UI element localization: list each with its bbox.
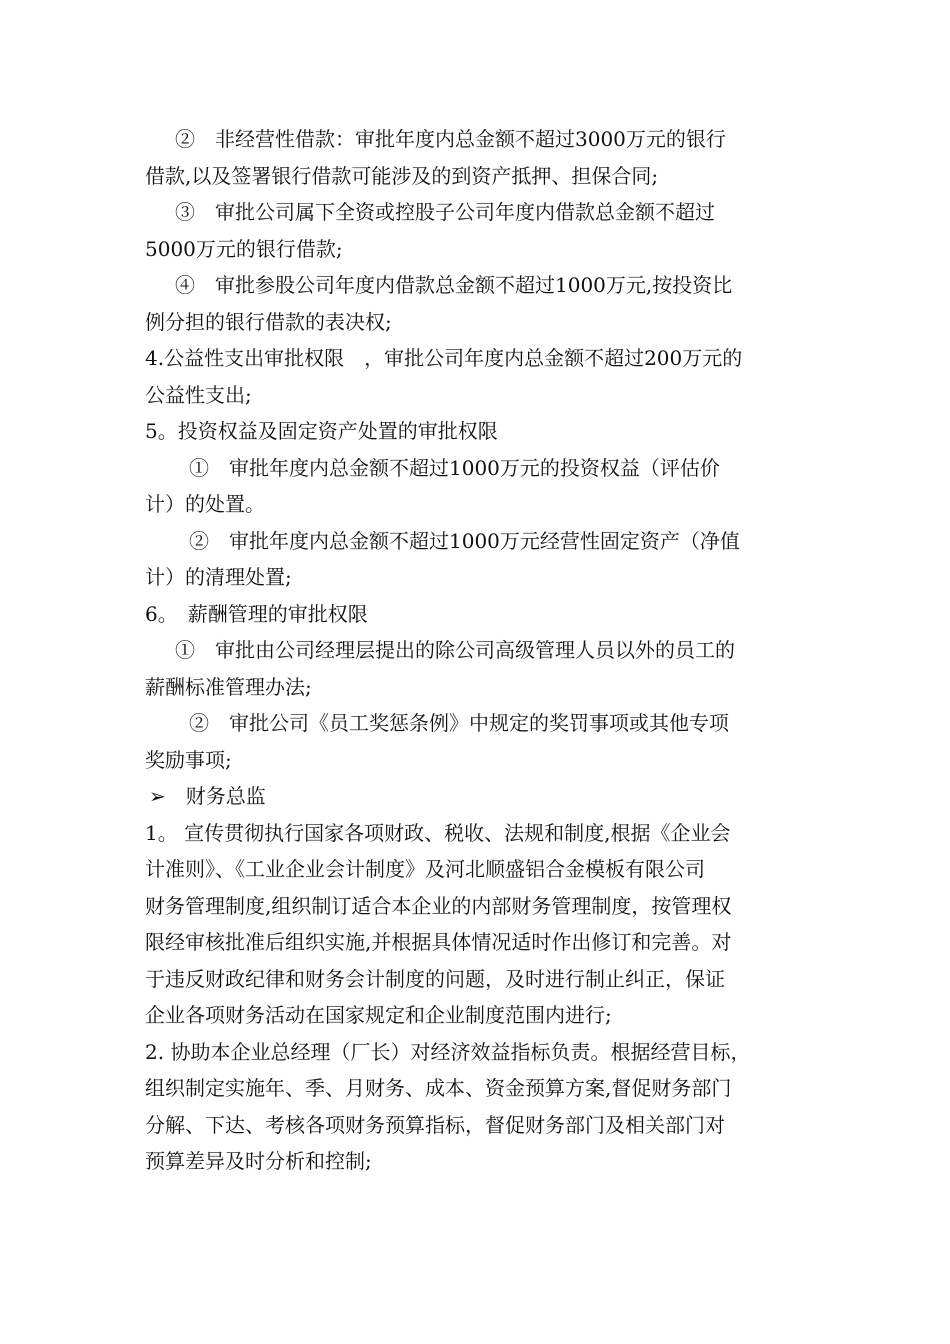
cfo-duty-2-line-2: 组织制定实施年、季、月财务、成本、资金预算方案,督促财务部门 xyxy=(145,1076,732,1100)
cfo-duty-1: 1。 宣传贯彻执行国家各项财政、税收、法规和制度,根据《企业会 xyxy=(145,820,731,845)
item-4-continuation: 例分担的银行借款的表决权; xyxy=(145,309,392,334)
item-3-continuation: 5000万元的银行借款; xyxy=(145,236,343,261)
section-5-heading: 5。投资权益及固定资产处置的审批权限 xyxy=(145,419,498,443)
cfo-duty-1-line-5: 于违反财政纪律和财务会计制度的问题，及时进行制止纠正，保证 xyxy=(145,966,725,991)
section-5-item-1-continuation: 计）的处置。 xyxy=(145,492,265,516)
section-5-item-2: ② 审批年度内总金额不超过1000万元经营性固定资产（净值 xyxy=(189,528,740,553)
section-6-heading: 6。 薪酬管理的审批权限 xyxy=(145,601,368,626)
cfo-duty-1-line-4: 限经审核批准后组织实施,并根据具体情况适时作出修订和完善。对 xyxy=(145,930,732,954)
item-3-subsidiary-loans: ③ 审批公司属下全资或控股子公司年度内借款总金额不超过 xyxy=(175,200,715,224)
cfo-duty-1-line-3: 财务管理制度,组织制订适合本企业的内部财务管理制度，按管理权 xyxy=(145,893,732,918)
cfo-duty-2: 2. 协助本企业总经理（厂长）对经济效益指标负责。根据经营目标， xyxy=(145,1039,751,1064)
cfo-duty-2-line-3: 分解、下达、考核各项财务预算指标，督促财务部门及相关部门对 xyxy=(145,1112,725,1137)
section-4-continuation: 公益性支出; xyxy=(145,382,252,407)
cfo-heading: ➢ 财务总监 xyxy=(149,784,266,808)
cfo-duty-1-line-6: 企业各项财务活动在国家规定和企业制度范围内进行; xyxy=(145,1003,612,1027)
section-5-item-1: ① 审批年度内总金额不超过1000万元的投资权益（评估价 xyxy=(189,455,720,480)
item-4-affiliate-loans: ④ 审批参股公司年度内借款总金额不超过1000万元,按投资比 xyxy=(175,273,733,297)
item-2-continuation: 借款,以及签署银行借款可能涉及的到资产抵押、担保合同; xyxy=(145,163,659,188)
section-6-item-2: ② 审批公司《员工奖惩条例》中规定的奖罚事项或其他专项 xyxy=(189,711,729,735)
section-6-item-2-continuation: 奖励事项; xyxy=(145,747,232,772)
cfo-duty-2-line-4: 预算差异及时分析和控制; xyxy=(145,1149,372,1173)
cfo-duty-1-line-2: 计准则》、《工业企业会计制度》及河北顺盛铝合金模板有限公司 xyxy=(145,857,705,881)
section-5-item-2-continuation: 计）的清理处置; xyxy=(145,565,292,589)
item-2-non-operating-loans: ② 非经营性借款：审批年度内总金额不超过3000万元的银行 xyxy=(175,127,726,151)
section-6-item-1: ① 审批由公司经理层提出的除公司高级管理人员以外的员工的 xyxy=(175,638,735,662)
section-6-item-1-continuation: 薪酬标准管理办法; xyxy=(145,674,312,699)
document-page xyxy=(145,121,810,1180)
section-4-public-welfare: 4.公益性支出审批权限 ，审批公司年度内总金额不超过200万元的 xyxy=(145,346,743,370)
